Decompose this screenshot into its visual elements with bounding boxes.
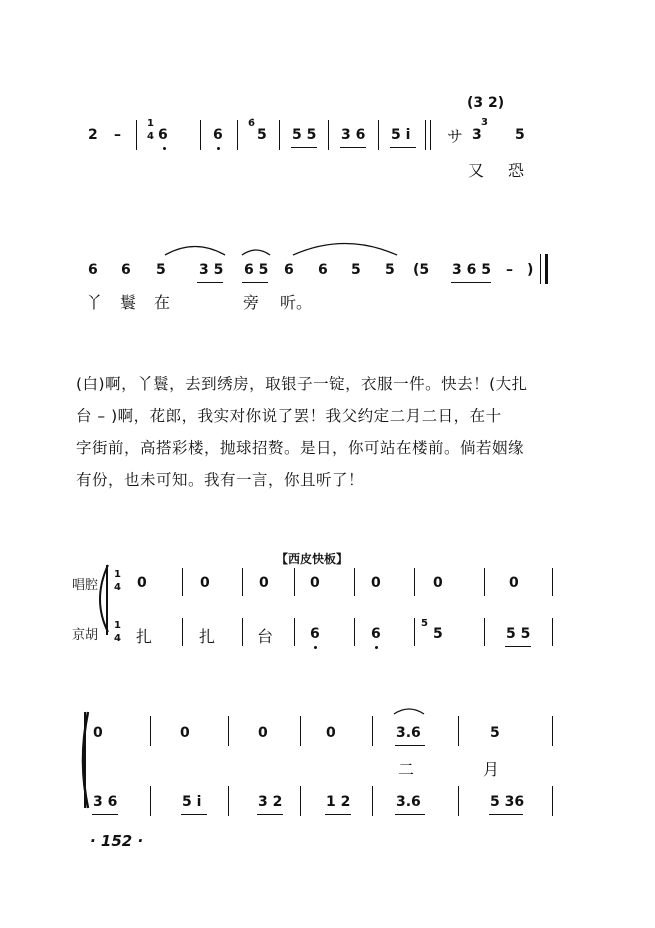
dash: –: [114, 127, 121, 143]
prose-line: 字街前，高搭彩楼，抛球招赘。是日，你可站在楼前。倘若姻缘: [76, 439, 525, 457]
barline: [552, 786, 553, 816]
note-pair: 6 5: [244, 262, 269, 278]
barline: [372, 786, 373, 816]
note: 5: [156, 262, 166, 278]
note: 6: [158, 127, 168, 143]
section-title: 【西皮快板】: [276, 552, 349, 566]
note-group: 5 36: [490, 794, 525, 810]
note: 5: [433, 626, 443, 642]
time-sig-top: 1: [147, 118, 154, 129]
grace-note: 3: [481, 117, 488, 128]
lyric: 又: [468, 161, 485, 180]
note: 5: [490, 725, 500, 741]
barline: [414, 618, 415, 646]
barline: [182, 568, 183, 596]
note: 5: [257, 127, 267, 143]
part-label-huqin: 京胡: [72, 628, 99, 643]
lyric: 月: [483, 760, 500, 779]
note-pair: 5 i: [391, 127, 411, 143]
underline: [489, 814, 523, 815]
underline: [257, 814, 283, 815]
note: 0: [326, 725, 336, 741]
lyric: 旁: [243, 293, 260, 312]
barline: [354, 618, 355, 646]
note: 0: [200, 575, 210, 591]
barline: [552, 716, 553, 746]
note-pair: 3.6: [396, 794, 421, 810]
grace-note: 6̇: [248, 118, 255, 129]
barline: [458, 716, 459, 746]
barline: [484, 568, 485, 596]
underline: [395, 745, 425, 746]
prose-line: (白)啊，丫鬟，去到绣房，取银子一锭，衣服一件。快去！(大扎: [76, 375, 528, 393]
note: 0: [259, 575, 269, 591]
underline: [325, 814, 351, 815]
lyric: 在: [154, 293, 171, 312]
time-sig-bottom: 4: [147, 131, 154, 142]
note-pair: 3 2: [258, 794, 283, 810]
barline: [552, 568, 553, 596]
note: 0: [93, 725, 103, 741]
note-pair: 3 6: [93, 794, 118, 810]
free-meter-mark: サ: [447, 127, 464, 146]
time-sig-top: 1: [114, 569, 121, 580]
part-label-voice: 唱腔: [72, 578, 99, 593]
lyric: 鬟: [120, 293, 137, 312]
note: 0: [310, 575, 320, 591]
barline: [552, 618, 553, 646]
note: 6: [121, 262, 131, 278]
note: 6: [371, 626, 381, 642]
note-pair: 5 5: [506, 626, 531, 642]
barline: [242, 618, 243, 646]
note: (5: [413, 262, 430, 278]
time-sig-bottom: 4: [114, 582, 121, 593]
note: 2: [88, 127, 98, 143]
barline: [150, 786, 151, 816]
underline: [505, 646, 531, 647]
note: 5: [385, 262, 395, 278]
note: 扎: [199, 627, 216, 646]
paren-note: (3 2): [467, 95, 505, 111]
time-sig-top: 1: [114, 620, 121, 631]
note-group: 3 6 5: [452, 262, 491, 278]
lyric: 丫: [86, 293, 103, 312]
note: 5: [515, 127, 525, 143]
time-sig-bottom: 4: [114, 633, 121, 644]
low-dot: [314, 646, 317, 649]
note: 5: [351, 262, 361, 278]
note: 0: [180, 725, 190, 741]
note: 6: [213, 127, 223, 143]
note: 0: [258, 725, 268, 741]
note-pair: 5 i: [182, 794, 202, 810]
note-pair: 3 5: [199, 262, 224, 278]
grace-note: 5: [421, 618, 428, 629]
barline: [372, 716, 373, 746]
barline: [300, 786, 301, 816]
underline: [395, 814, 425, 815]
prose-line: 台 – )啊，花郎，我实对你说了罢！我父约定二月二日，在十: [76, 407, 502, 425]
system-bracket: [106, 565, 108, 635]
note: 台: [257, 627, 274, 646]
note: 3.6: [396, 725, 421, 741]
note: 扎: [136, 627, 153, 646]
low-dot: [375, 646, 378, 649]
barline: [150, 716, 151, 746]
barline: [414, 568, 415, 596]
note-pair: 3 6: [341, 127, 366, 143]
barline: [484, 618, 485, 646]
note: 0: [433, 575, 443, 591]
note: 0: [371, 575, 381, 591]
lyric: 二: [398, 760, 415, 779]
barline: [294, 618, 295, 646]
barline: [458, 786, 459, 816]
prose-line: 有份，也未可知。我有一言，你且听了！: [76, 471, 365, 489]
note: 3: [472, 127, 482, 143]
underline: [181, 814, 207, 815]
paren-close: ): [527, 262, 534, 278]
dash: –: [506, 262, 513, 278]
page-number: · 152 ·: [90, 832, 144, 850]
note: 0: [509, 575, 519, 591]
note: 6: [284, 262, 294, 278]
note-pair: 5 5: [292, 127, 317, 143]
lyric: 恐: [508, 161, 525, 180]
note: 6: [318, 262, 328, 278]
barline: [228, 716, 229, 746]
note: 0: [137, 575, 147, 591]
barline: [228, 786, 229, 816]
lyric: 听。: [280, 293, 313, 312]
system-bracket: [84, 712, 86, 808]
note: 6: [310, 626, 320, 642]
note-pair: 1 2: [326, 794, 351, 810]
underline: [92, 814, 118, 815]
barline: [300, 716, 301, 746]
barline: [182, 618, 183, 646]
barline: [242, 568, 243, 596]
barline: [294, 568, 295, 596]
note: 6: [88, 262, 98, 278]
barline: [354, 568, 355, 596]
